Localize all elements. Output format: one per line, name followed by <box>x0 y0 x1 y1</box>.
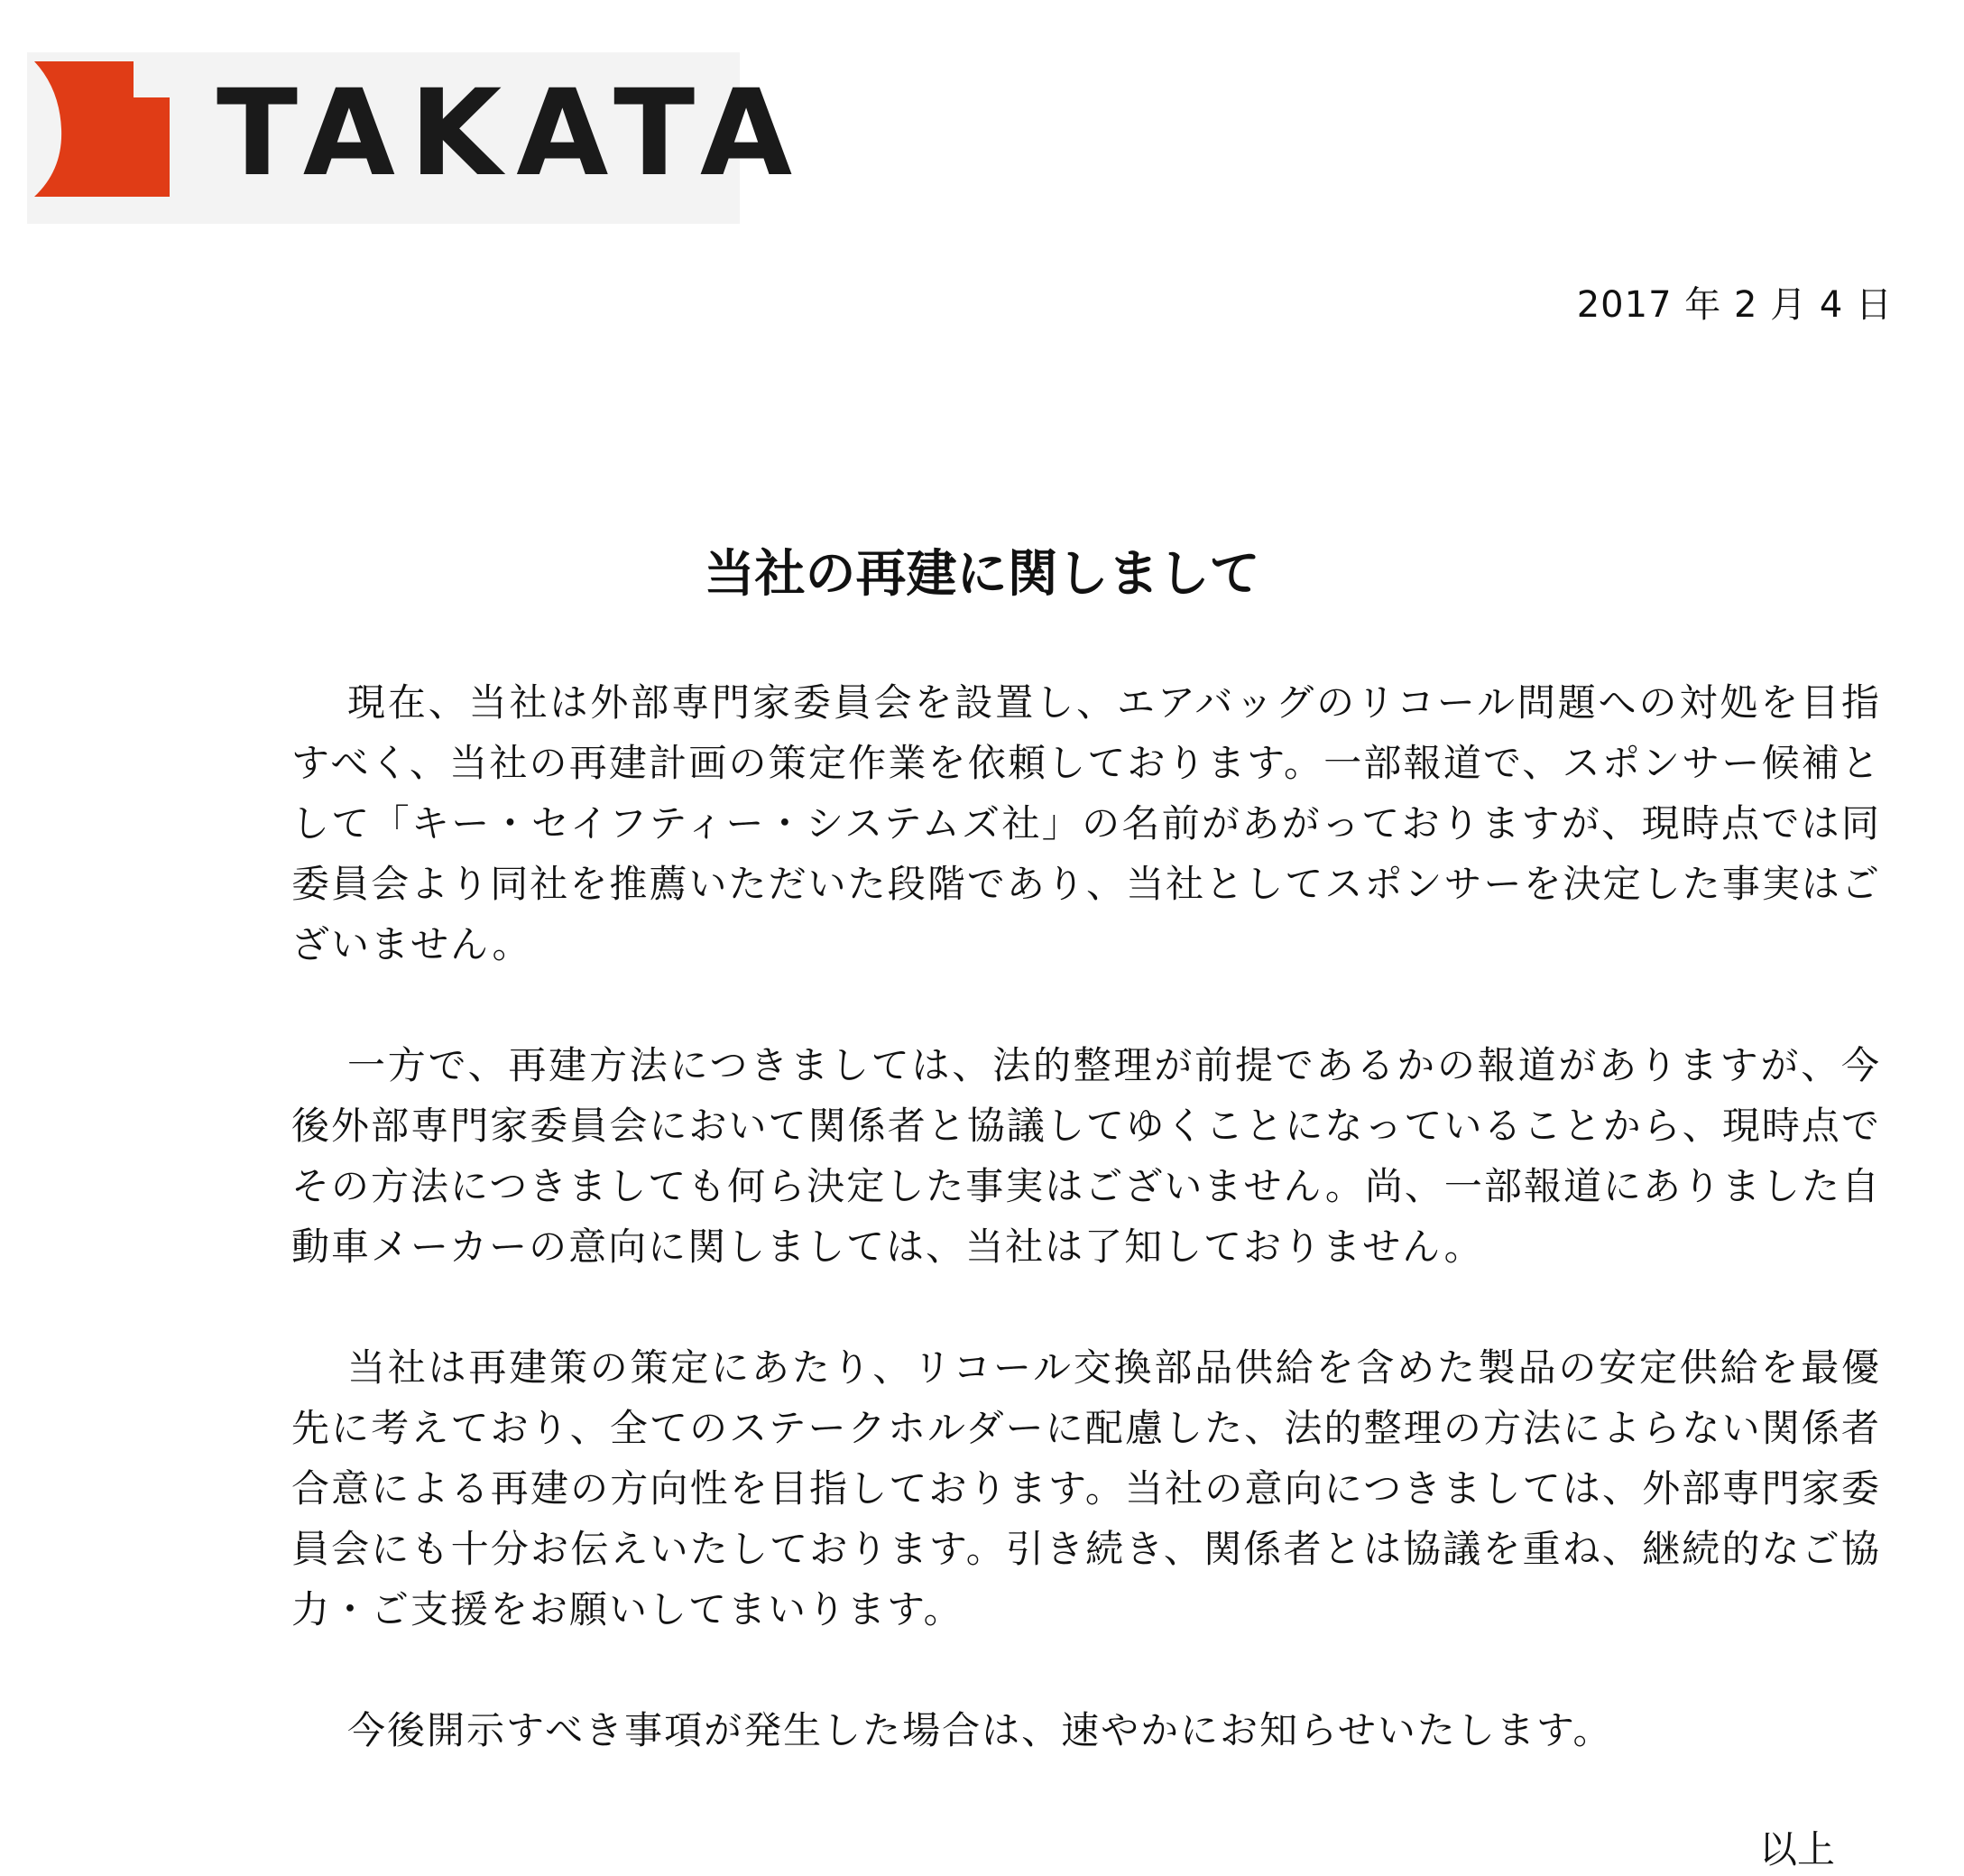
paragraph-1: 現在、当社は外部専門家委員会を設置し、エアバッグのリコール問題への対処を目指すべく、当社の再建計画の策定作業を依頼しております。一部報道で、スポンサー候補として「キー・セイフティー・システムズ社」の名前があがっておりますが、現時点では同委員会より同社を推薦いただいた段階であり、当社としてスポンサーを決定した事実はございません。 <box>291 680 1881 966</box>
paragraph-3: 当社は再建策の策定にあたり、リコール交換部品供給を含めた製品の安定供給を最優先に考えており、全てのステークホルダーに配慮した、法的整理の方法によらない関係者合意による再建の方向性を目指しております。当社の意向につきましては、外部専門家委員会にも十分お伝えいたしております。引き続き、関係者とは協議を重ね、継続的なご協力・ご支援をお願いしてまいります。 <box>291 1345 1881 1631</box>
logo-wordmark: TAKATA <box>217 64 807 203</box>
takata-logo-mark <box>27 52 807 224</box>
document-date: 2017 年 2 月 4 日 <box>1576 284 1893 326</box>
document-body <box>291 672 1881 1760</box>
logo-flag-shape <box>34 61 170 197</box>
closing-remark: 以上 <box>1758 1827 1835 1871</box>
takata-logo <box>27 52 807 224</box>
paragraph-4: 今後開示すべき事項が発生した場合は、速やかにお知らせいたします。 <box>347 1708 1613 1752</box>
document-title: 当社の再建に関しまして <box>704 545 1260 604</box>
paragraph-2: 一方で、再建方法につきましては、法的整理が前提であるかの報道がありますが、今後外部専門家委員会において関係者と協議してゆくことになっていることから、現時点でその方法につきましても何ら決定した事実はございません。尚、一部報道にありました自動車メーカーの意向に関しましては、当社は了知しておりません。 <box>291 1043 1881 1269</box>
